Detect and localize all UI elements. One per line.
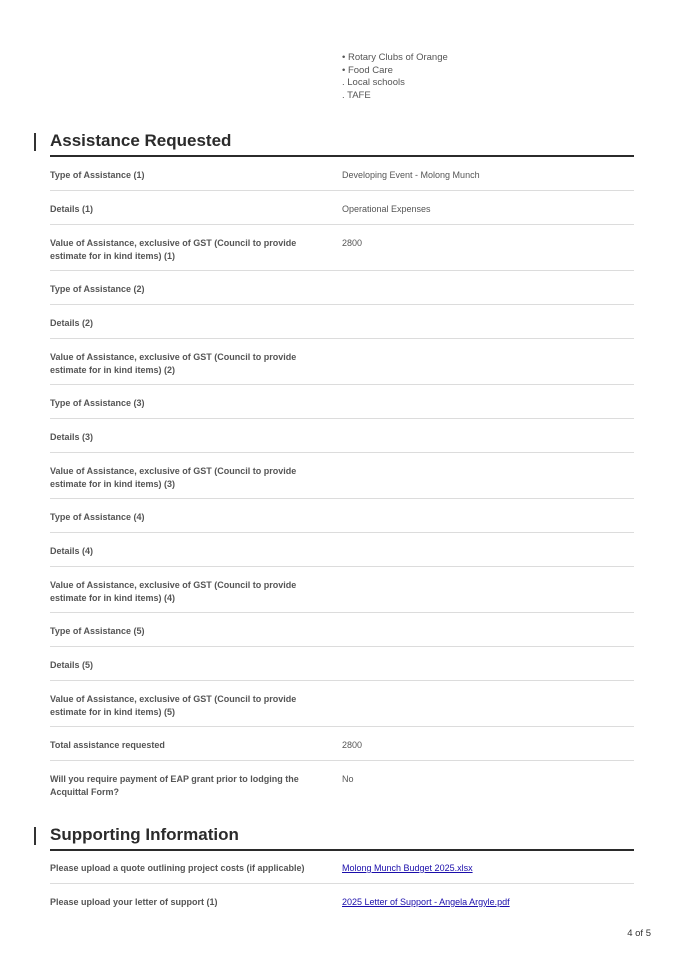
table-row bbox=[50, 453, 634, 499]
table-row bbox=[50, 884, 634, 917]
table-row bbox=[50, 727, 634, 761]
table-row bbox=[50, 339, 634, 385]
row-label: Details (5) bbox=[50, 660, 94, 670]
row-label: Type of Assistance (1) bbox=[50, 170, 145, 180]
section-title: Supporting Information bbox=[50, 825, 239, 844]
table-row bbox=[50, 385, 634, 419]
row-label: Type of Assistance (3) bbox=[50, 398, 145, 408]
table-row bbox=[50, 271, 634, 305]
table-row bbox=[50, 850, 634, 884]
row-label: Value of Assistance, exclusive of GST (Council to provide estimate for in kind items) (1) bbox=[50, 238, 297, 261]
row-label: Please upload a quote outlining project costs (if applicable) bbox=[50, 863, 305, 873]
partner-item: . TAFE bbox=[342, 89, 371, 101]
row-label: Value of Assistance, exclusive of GST (Council to provide estimate for in kind items) (3) bbox=[50, 466, 297, 489]
assistance-table bbox=[50, 157, 634, 806]
row-label: Value of Assistance, exclusive of GST (Council to provide estimate for in kind items) (4) bbox=[50, 580, 297, 603]
row-label: Will you require payment of EAP grant prior to lodging the Acquittal Form? bbox=[50, 774, 299, 797]
table-row bbox=[50, 419, 634, 453]
table-row bbox=[50, 499, 634, 533]
row-label: Details (2) bbox=[50, 318, 94, 328]
row-label: Please upload your letter of support (1) bbox=[50, 897, 218, 907]
row-value: 2800 bbox=[342, 740, 363, 750]
supporting-table bbox=[50, 850, 634, 917]
support-letter-link[interactable]: 2025 Letter of Support - Angela Argyle.pdf bbox=[342, 897, 510, 907]
row-label: Details (3) bbox=[50, 432, 94, 442]
row-label: Type of Assistance (2) bbox=[50, 284, 145, 294]
row-value: 2800 bbox=[342, 238, 363, 248]
supporting-section-header bbox=[34, 825, 634, 853]
partner-item: • Food Care bbox=[342, 64, 393, 76]
table-row bbox=[50, 225, 634, 271]
section-marker bbox=[34, 133, 36, 151]
row-label: Details (4) bbox=[50, 546, 94, 556]
row-label: Total assistance requested bbox=[50, 740, 165, 750]
row-value: No bbox=[342, 774, 354, 784]
row-label: Type of Assistance (4) bbox=[50, 512, 145, 522]
section-title: Assistance Requested bbox=[50, 131, 232, 150]
partner-item: . Local schools bbox=[342, 77, 405, 89]
row-label: Type of Assistance (5) bbox=[50, 626, 145, 636]
table-row bbox=[50, 157, 634, 191]
table-row bbox=[50, 761, 634, 806]
partner-list bbox=[342, 52, 448, 102]
table-row bbox=[50, 613, 634, 647]
row-label: Value of Assistance, exclusive of GST (Council to provide estimate for in kind items) (2) bbox=[50, 352, 297, 375]
table-row bbox=[50, 533, 634, 567]
table-row bbox=[50, 191, 634, 225]
row-label: Value of Assistance, exclusive of GST (Council to provide estimate for in kind items) (5) bbox=[50, 694, 297, 717]
partner-item: • Rotary Clubs of Orange bbox=[342, 52, 448, 63]
page-number: 4 of 5 bbox=[627, 928, 651, 939]
table-row bbox=[50, 681, 634, 727]
budget-file-link[interactable]: Molong Munch Budget 2025.xlsx bbox=[342, 863, 473, 873]
table-row bbox=[50, 647, 634, 681]
row-value: Operational Expenses bbox=[342, 204, 431, 214]
row-label: Details (1) bbox=[50, 204, 94, 214]
table-row bbox=[50, 567, 634, 613]
section-marker bbox=[34, 827, 36, 845]
table-row bbox=[50, 305, 634, 339]
row-value: Developing Event - Molong Munch bbox=[342, 170, 480, 180]
assistance-section-header bbox=[34, 131, 634, 159]
